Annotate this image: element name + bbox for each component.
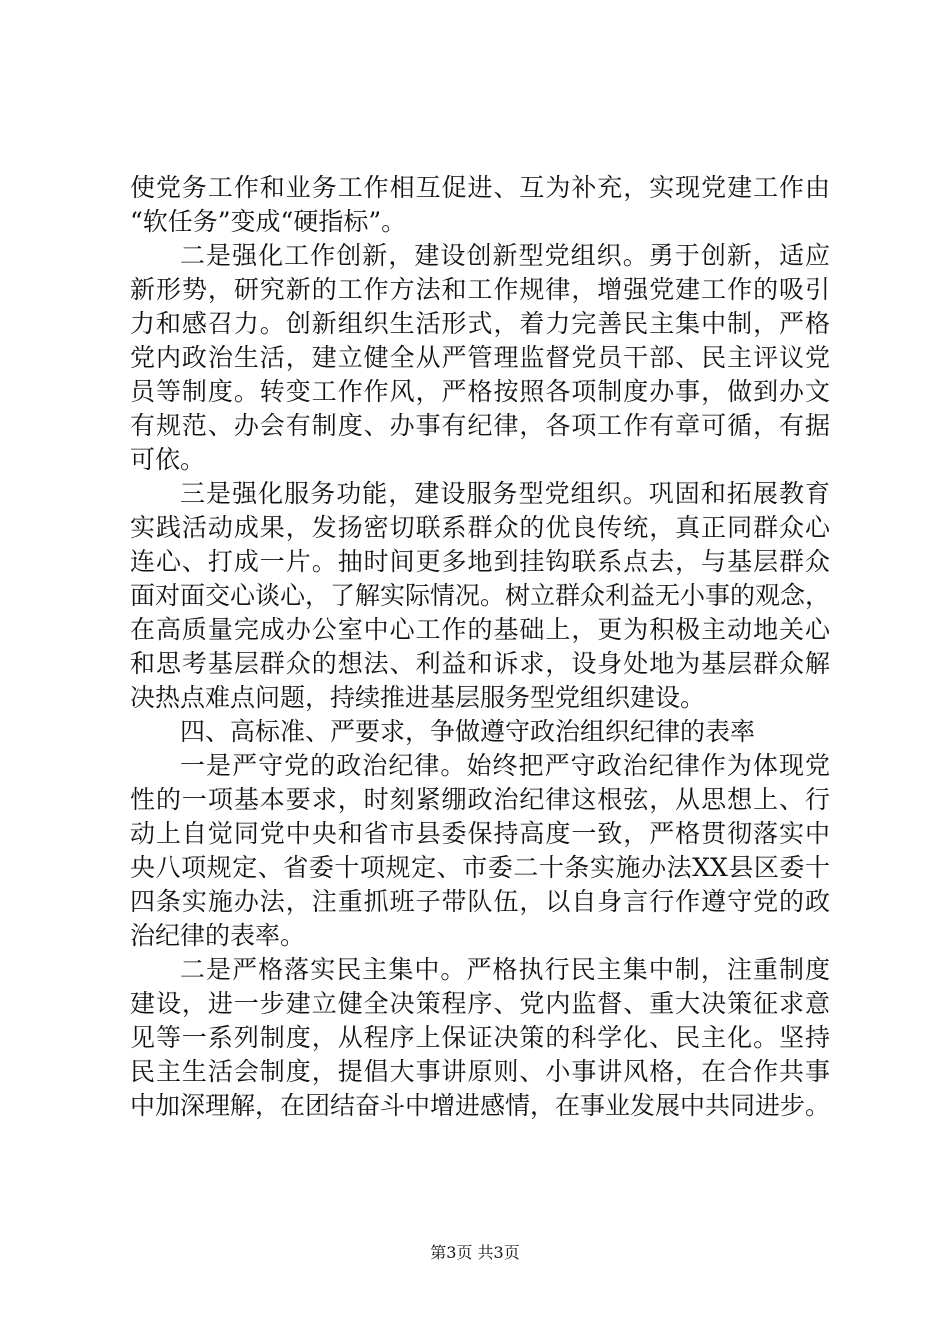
text-line: 使党务工作和业务工作相互促进、互为补充，实现党建工作由	[130, 173, 830, 202]
text-line: 性的一项基本要求，时刻紧绷政治纪律这根弦，从思想上、行	[130, 785, 830, 814]
document-body	[130, 171, 830, 1123]
text-line: 面对面交心谈心，了解实际情况。树立群众利益无小事的观念，	[130, 581, 831, 610]
text-line: 三是强化服务功能，建设服务型党组织。巩固和拓展教育	[180, 479, 830, 508]
text-line: 四条实施办法，注重抓班子带队伍，以自身言行作遵守党的政	[130, 887, 830, 916]
text-line: 中加深理解，在团结奋斗中增进感情，在事业发展中共同进步。	[130, 1091, 831, 1120]
text-line: 民主生活会制度，提倡大事讲原则、小事讲风格，在合作共事	[130, 1057, 830, 1086]
text-line: 建设，进一步建立健全决策程序、党内监督、重大决策征求意	[130, 989, 830, 1018]
text-line: 决热点难点问题，持续推进基层服务型党组织建设。	[130, 683, 706, 712]
text-line: 见等一系列制度，从程序上保证决策的科学化、民主化。坚持	[130, 1023, 830, 1052]
text-line: 在高质量完成办公室中心工作的基础上，更为积极主动地关心	[130, 615, 830, 644]
text-line: 可依。	[130, 445, 206, 474]
text-line: 二是严格落实民主集中。严格执行民主集中制，注重制度	[180, 955, 830, 984]
text-line: 连心、打成一片。抽时间更多地到挂钩联系点去，与基层群众	[130, 547, 830, 576]
text-line: 治纪律的表率。	[130, 921, 306, 950]
text-line: 实践活动成果，发扬密切联系群众的优良传统，真正同群众心	[130, 513, 830, 542]
text-line: 一是严守党的政治纪律。始终把严守政治纪律作为体现党	[180, 751, 830, 780]
text-line: 有规范、办会有制度、办事有纪律，各项工作有章可循，有据	[130, 411, 830, 440]
text-line: 力和感召力。创新组织生活形式，着力完善民主集中制，严格	[130, 309, 830, 338]
text-line: 二是强化工作创新，建设创新型党组织。勇于创新，适应	[180, 241, 830, 270]
text-line: 员等制度。转变工作作风，严格按照各项制度办事，做到办文	[130, 377, 830, 406]
text-line: 动上自觉同党中央和省市县委保持高度一致，严格贯彻落实中	[130, 819, 830, 848]
page-footer: 第3页 共3页	[430, 1243, 520, 1262]
text-line: 新形势，研究新的工作方法和工作规律，增强党建工作的吸引	[130, 275, 830, 304]
text-line: 党内政治生活，建立健全从严管理监督党员干部、民主评议党	[130, 343, 830, 372]
text-line: 央八项规定、省委十项规定、市委二十条实施办法XX县区委十	[130, 853, 830, 882]
text-line: 四、高标准、严要求，争做遵守政治组织纪律的表率	[180, 717, 756, 746]
text-line: 和思考基层群众的想法、利益和诉求，设身处地为基层群众解	[130, 649, 830, 678]
text-line: “软任务”变成“硬指标”。	[130, 207, 407, 236]
